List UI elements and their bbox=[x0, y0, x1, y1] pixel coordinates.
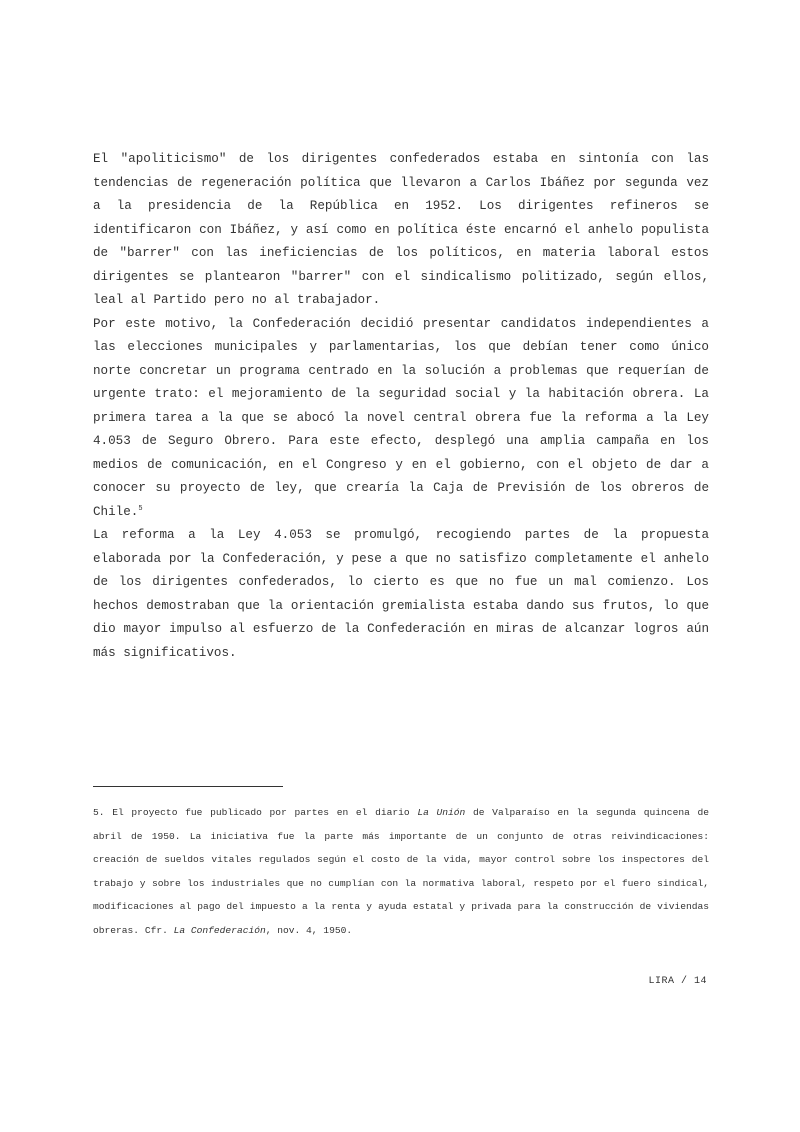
paragraph-apoliticismo bbox=[93, 148, 709, 313]
footnote-reference[interactable]: 5 bbox=[138, 504, 143, 513]
footnote-source-title: La Unión bbox=[417, 807, 466, 818]
paragraph-reforma-ley bbox=[93, 524, 709, 665]
footnote-text: , nov. 4, 1950. bbox=[265, 924, 353, 936]
paragraph-confederacion-candidatos bbox=[93, 313, 709, 525]
footnote-text: de Valparaíso en la segunda quincena de abril de 1950. La iniciativa fue la parte más importante de un conjunto de otras reivindicaciones: creación de sueldos vitales regulados según el costo de la vida, mayor control sobre los inspectores del trabajo y sobre los industriales que no cumplían con la normativa laboral, respeto por el fuero sindical, modificaciones al pago del impuesto a la renta y ayuda estatal y privada para la construcción de viviendas obreras. Cfr. bbox=[93, 807, 710, 936]
paragraph-text: La reforma a la Ley 4.053 se promulgó, recogiendo partes de la propuesta elaborada por la Confederación, y pese a que no satisfizo completamente el anhelo de los dirigentes confederados, lo cierto es que no fue un mal comienzo. Los hechos demostraban que la orientación gremialista estaba dando sus frutos, lo que dio mayor impulso al esfuerzo de la Confederación en miras de alcanzar logros aún más significativos. bbox=[93, 528, 709, 660]
footnote-source-title: La Confederación bbox=[173, 924, 266, 936]
footnote-text: El proyecto fue publicado por partes en el diario bbox=[112, 807, 410, 818]
footnote-separator bbox=[93, 786, 283, 787]
paragraph-text: El "apoliticismo" de los dirigentes confederados estaba en sintonía con las tendencias de regeneración política que llevaron a Carlos Ibáñez por segunda vez a la presidencia de la República en 1952. Los dirigentes refineros se identificaron con Ibáñez, y así como en política éste encarnó el anhelo populista de "barrer" con las ineficiencias de los políticos, en materia laboral estos dirigentes se plantearon "barrer" con el sindicalismo politizado, según ellos, leal al Partido pero no al trabajador. bbox=[93, 152, 709, 307]
footnote bbox=[93, 801, 709, 943]
body-text bbox=[93, 148, 709, 665]
paragraph-text: Por este motivo, la Confederación decidió presentar candidatos independientes a las elecciones municipales y parlamentarias, los que debían tener como único norte concretar un programa centrado en la solución a problemas que requerían de urgente trato: el mejoramiento de la seguridad social y la habitación obrera. La primera tarea a la que se abocó la novel central obrera fue la reforma a la Ley 4.053 de Seguro Obrero. Para este efecto, desplegó una amplia campaña en los medios de comunicación, en el Congreso y en el gobierno, con el objeto de dar a conocer su proyecto de ley, que crearía la Caja de Previsión de los obreros de Chile. bbox=[93, 316, 709, 519]
footnote-number: 5. bbox=[93, 807, 105, 818]
page-number: LIRA / 14 bbox=[648, 976, 707, 987]
